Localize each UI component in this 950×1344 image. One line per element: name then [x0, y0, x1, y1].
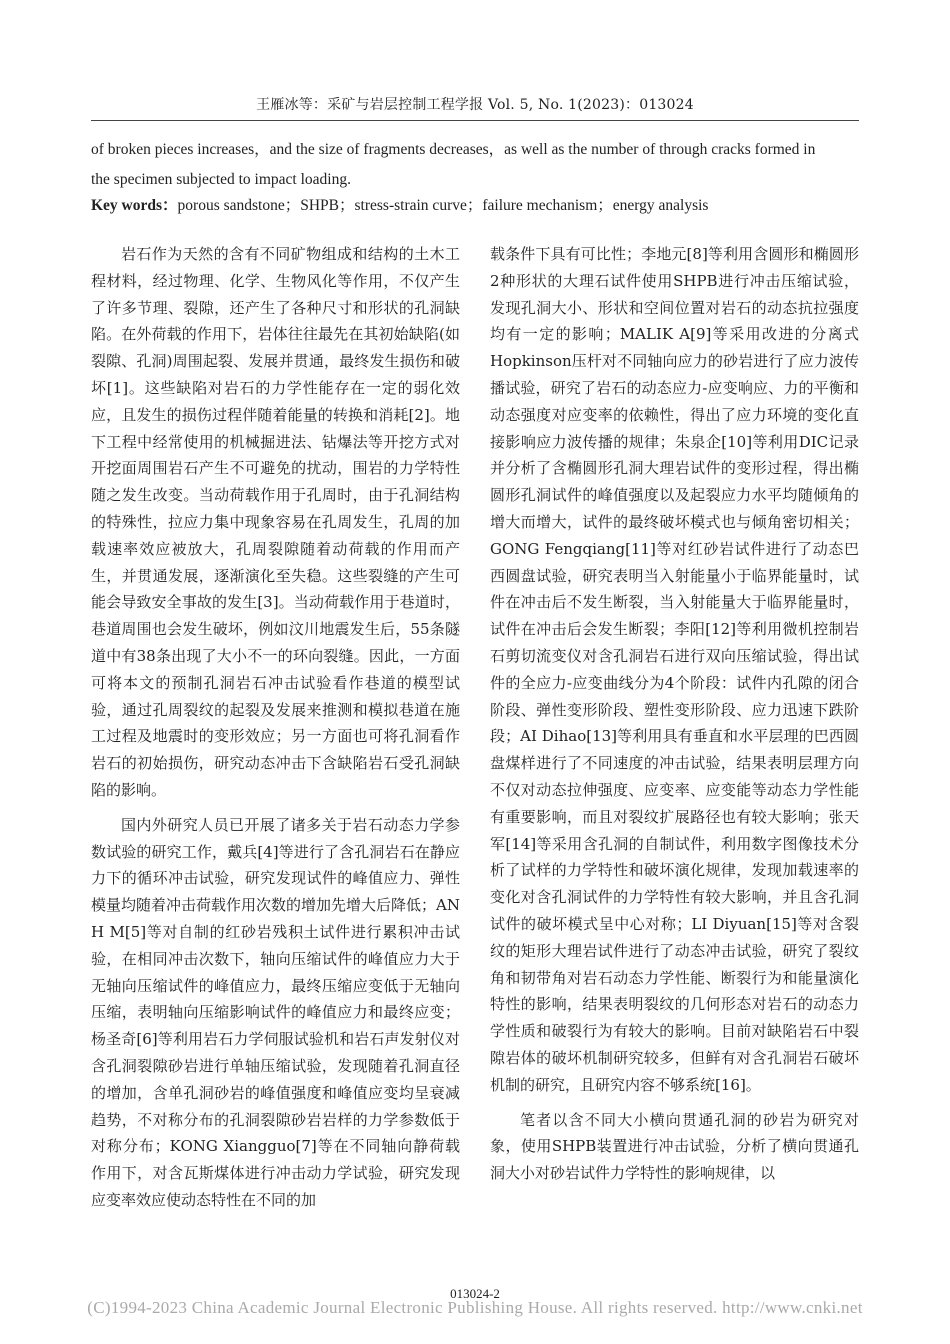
body-paragraph-2: 国内外研究人员已开展了诸多关于岩石动态力学参数试验的研究工作，戴兵[4]等进行了含孔洞岩石在静应力下的循环冲击试验，研究发现试件的峰值应力、弹性模量均随着冲击荷载作用次数的增加先增大后降低；AN H M[5]等对自制的红砂岩残积土试件进行累积冲击试验，在相同冲击次数下，轴向压缩试件的峰值应力大于无轴向压缩试件的峰值应力，最终压缩应变低于无轴向压缩，表明轴向压缩影响试件的峰值应力和最终应变；杨圣奇[6]等利用岩石力学伺服试验机和岩石声发射仪对含孔洞裂隙砂岩进行单轴压缩试验，发现随着孔洞直径的增加，含单孔洞砂岩的峰值强度和峰值应变均呈衰减趋势，不对称分布的孔洞裂隙砂岩岩样的力学参数低于对称分布；KONG Xiangguo[7]等在不同轴向静荷载作用下，对含瓦斯煤体进行冲击动力学试验，研究发现应变率效应使动态特性在不同的加	[91, 815, 461, 1209]
keywords-text: porous sandstone；SHPB；stress-strain curve；failure mechanism；energy analysis	[177, 197, 709, 214]
body-paragraph-2-continued: 载条件下具有可比性；李地元[8]等利用含圆形和椭圆形2种形状的大理石试件使用SHPB进行冲击压缩试验，发现孔洞大小、形状和空间位置对岩石的动态抗拉强度均有一定的影响；MALIK A[9]等采用改进的分离式Hopkinson压杆对不同轴向应力的砂岩进行了应力波传播试验，研究了岩石的动态应力-应变响应、力的平衡和动态强度对应变率的依赖性，得出了应力环境的变化直接影响应力波传播的规律；朱泉企[10]等利用DIC记录并分析了含椭圆形孔洞大理岩试件的变形过程，得出椭圆形孔洞试件的峰值强度以及起裂应力水平均随倾角的增大而增大，试件的最终破坏模式也与倾角密切相关；GONG Fengqiang[11]等对红砂岩试件进行了动态巴西圆盘试验，研究表明当入射能量小于临界能量时，试件在冲击后不发生断裂，当入射能量大于临界能量时，试件在冲击后会发生断裂；李阳[12]等利用微机控制岩石剪切流变仪对含孔洞岩石进行双向压缩试验，得出试件的全应力-应变曲线分为4个阶段：试件内孔隙的闭合阶段、弹性变形阶段、塑性变形阶段、应力迅速下跌阶段；AI Dihao[13]等利用具有垂直和水平层理的巴西圆盘煤样进行了不同速度的冲击试验，结果表明层理方向不仅对动态拉伸强度、应变率、应变能等动态力学性能有重要影响，而且对裂纹扩展路径也有较大影响；张天军[14]等采用含孔洞的自制试件，利用数字图像技术分析了试样的力学特性和破坏演化规律，发现加载速率的变化对含孔洞试件的力学特性有较大影响，并且含孔洞试件的破坏模式呈中心对称；LI Diyuan[15]等对含裂纹的矩形大理岩试件进行了动态冲击试验，研究了裂纹角和韧带角对岩石动态力学性能、断裂行为和能量演化特性的影响，结果表明裂纹的几何形态对岩石的动态力学性质和破裂行为有较大的影响。目前对缺陷岩石中裂隙岩体的破坏机制研究较多，但鲜有对含孔洞岩石破坏机制的研究，且研究内容不够系统[16]。	[490, 245, 859, 1094]
body-paragraph-3: 笔者以含不同大小横向贯通孔洞的砂岩为研究对象，使用SHPB装置进行冲击试验，分析了横向贯通孔洞大小对砂岩试件力学特性的影响规律，以	[490, 1110, 859, 1183]
keywords-line	[91, 196, 861, 216]
header-rule	[91, 120, 859, 121]
body-paragraph-1: 岩石作为天然的含有不同矿物组成和结构的土木工程材料，经过物理、化学、生物风化等作用，不仅产生了许多节理、裂隙，还产生了各种尺寸和形状的孔洞缺陷。在外荷载的作用下，岩体往往最先在其初始缺陷(如裂隙、孔洞)周围起裂、发展并贯通，最终发生损伤和破坏[1]。这些缺陷对岩石的力学性能存在一定的弱化效应，且发生的损伤过程伴随着能量的转换和消耗[2]。地下工程中经常使用的机械掘进法、钻爆法等开挖方式对开挖面周围岩石产生不可避免的扰动，围岩的力学特性随之发生改变。当动荷载作用于孔周时，由于孔洞结构的特殊性，拉应力集中现象容易在孔周发生，孔周的加载速率效应被放大，孔周裂隙随着动荷载的作用而产生，并贯通发展，逐渐演化至失稳。这些裂缝的产生可能会导致安全事故的发生[3]。当动荷载作用于巷道时，巷道周围也会发生破坏，例如汶川地震发生后，55条隧道中有38条出现了大小不一的环向裂缝。因此，一方面可将本文的预制孔洞岩石冲击试验看作巷道的模型试验，通过孔周裂纹的起裂及发展来推测和模拟巷道在施工过程及地震时的变形效应；另一方面也可将孔洞看作岩石的初始损伤，研究动态冲击下含缺陷岩石受孔洞缺陷的影响。	[91, 245, 460, 799]
abstract-line-1: of broken pieces increases，and the size of fragments decreases，as well as the number of through cracks formed in	[91, 141, 816, 158]
keywords-label: Key words：	[91, 197, 178, 214]
running-header: 王雁冰等：采矿与岩层控制工程学报 Vol. 5, No. 1(2023)：013024	[256, 97, 694, 113]
right-column	[490, 241, 859, 1187]
copyright-watermark: (C)1994-2023 China Academic Journal Electronic Publishing House. All rights reserved. http://www.cnki.net	[87, 1298, 863, 1317]
abstract-line-2: the specimen subjected to impact loading.	[91, 171, 351, 188]
page-number: 013024-2	[450, 1286, 500, 1301]
left-column	[91, 241, 460, 1214]
